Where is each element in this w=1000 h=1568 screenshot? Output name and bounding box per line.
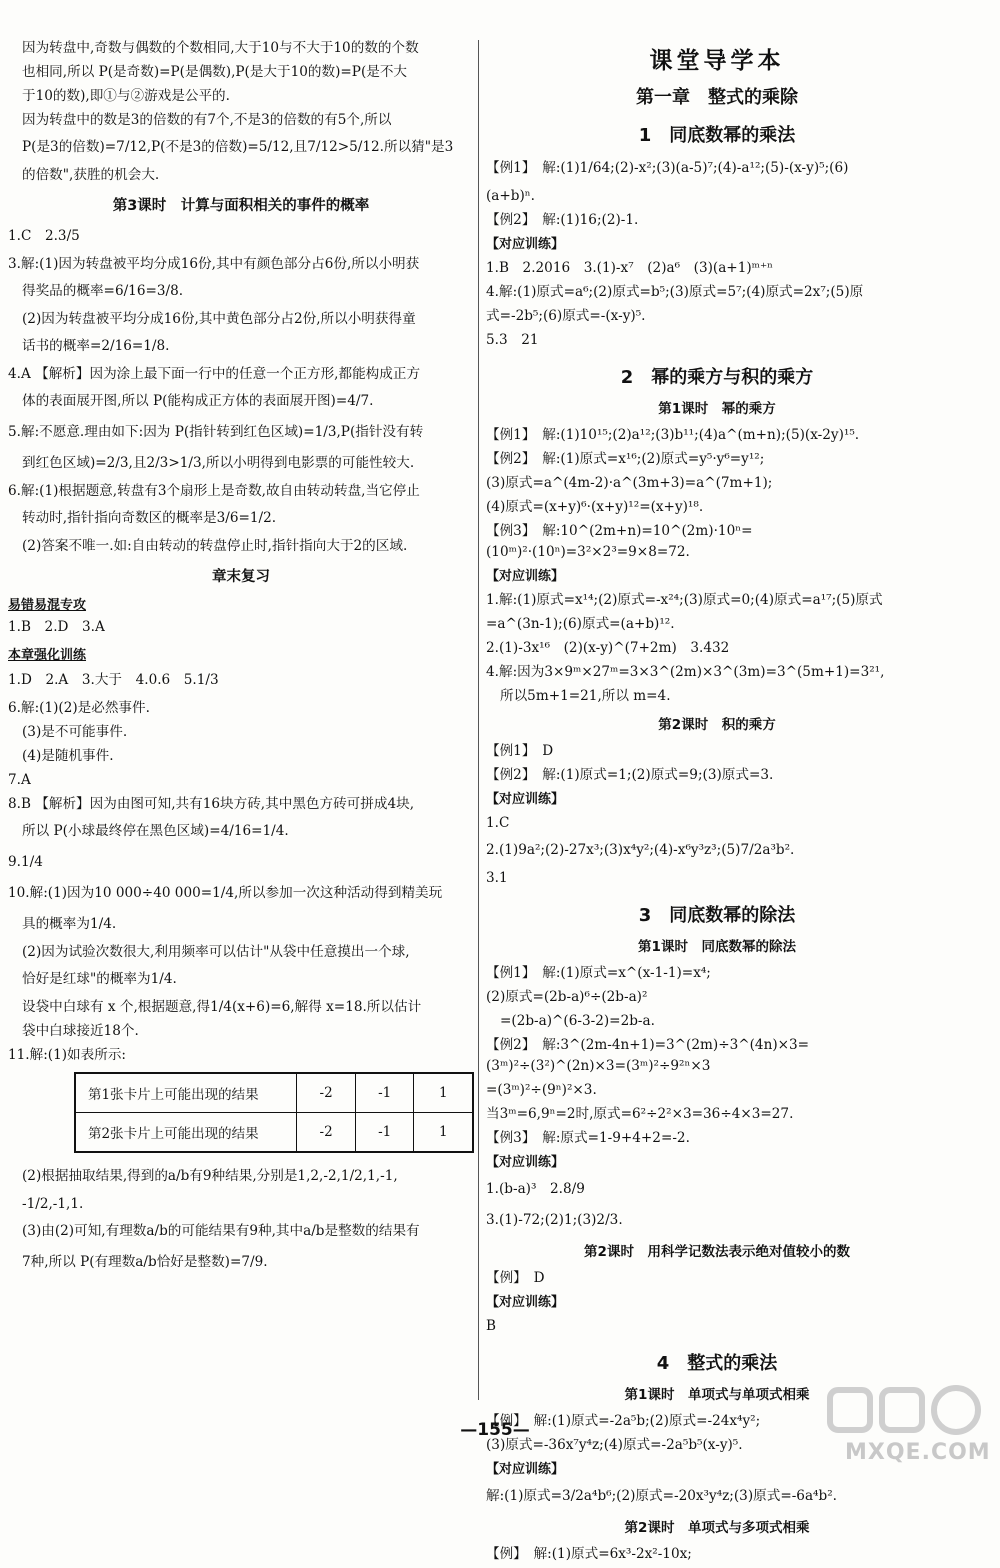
chapter-title: 第一章 整式的乘除 [636,87,798,108]
answer-line: 9.1/4 [8,854,43,870]
text-line: 也相同,所以 P(是奇数)=P(是偶数),P(是大于10的数)=P(是不大 [22,64,408,80]
answer-line: 8.B 【解析】因为由图可知,共有16块方砖,其中黑色方砖可拼成4块, [8,796,415,812]
book-section-title: 课堂导学本 [649,48,785,74]
answer-line: 1.C [486,815,510,831]
answer-line: 转动时,指针指向奇数区的概率是3/6=1/2. [22,510,277,526]
chapter-review-heading: 章末复习 [212,569,270,585]
text-line: 因为转盘中的数是3的倍数的有7个,不是3的倍数的有5个,所以 [22,112,392,128]
answer-line: 1.(b-a)³ 2.8/9 [486,1181,585,1197]
answer-line: 7.A [8,772,31,788]
answer-line: 解:(1)原式=3/2a⁴b⁶;(2)原式=-20x³y⁴z;(3)原式=-6a⁴b². [486,1488,837,1504]
practice-label: 【对应训练】 [486,1462,565,1477]
lesson-heading: 第1课时 幂的乘方 [658,401,776,417]
answer-line: 4.解:因为3×9ᵐ×27ᵐ=3×3^(2m)×3^(3m)=3^(5m+1)=3²¹, [486,664,885,680]
answer-line: (2)因为试验次数很大,利用频率可以估计"从袋中任意摸出一个球, [22,944,410,960]
answer-line: =(2b-a)^(6-3-2)=2b-a. [500,1013,655,1029]
answer-line: (4)原式=(x+y)⁶·(x+y)¹²=(x+y)¹⁸. [486,499,704,515]
answer-line: 当3ᵐ=6,9ⁿ=2时,原式=6²÷2²×3=36÷4×3=27. [486,1106,794,1122]
table-cell: 第2张卡片上可能出现的结果 [75,1113,297,1153]
table-cell: -1 [355,1113,414,1153]
answer-line: 1.B 2.D 3.A [8,619,105,635]
answer-line: 7种,所以 P(有理数a/b恰好是整数)=7/9. [22,1254,268,1270]
answer-line: (3)原式=a^(4m-2)·a^(3m+3)=a^(7m+1); [486,475,773,491]
answer-line: 5.解:不愿意.理由如下:因为 P(指针转到红色区域)=1/3,P(指针没有转 [8,424,424,440]
answer-line: 【例2】 解:(1)16;(2)-1. [486,212,639,228]
answer-line: 【例】 解:(1)原式=-2a⁵b;(2)原式=-24x⁴y²; [486,1413,761,1429]
table-row [75,1073,473,1113]
answer-line: 1.C 2.3/5 [8,228,80,244]
card-results-table [74,1072,474,1153]
answer-line: 【例3】 解:原式=1-9+4+2=-2. [486,1130,690,1146]
lesson-heading: 第1课时 同底数幂的除法 [638,939,796,955]
answer-line: =(3ᵐ)²÷(9ⁿ)²×3. [486,1082,597,1098]
answer-line: 1.解:(1)原式=x¹⁴;(2)原式=-x²⁴;(3)原式=0;(4)原式=a¹⁷;(5)原式 [486,592,883,608]
section-heading: 1 同底数幂的乘法 [638,125,796,146]
answer-line: 得奖品的概率=6/16=3/8. [22,283,184,299]
lesson-heading: 第2课时 用科学记数法表示绝对值较小的数 [584,1244,850,1260]
answer-line: =a^(3n-1);(6)原式=(a+b)¹². [486,616,675,632]
answer-line: (3)由(2)可知,有理数a/b的可能结果有9种,其中a/b是整数的结果有 [22,1223,420,1239]
answer-line: 具的概率为1/4. [22,916,117,932]
table-cell: 1 [414,1113,473,1153]
answer-line: 【例2】 解:(1)原式=x¹⁶;(2)原式=y⁵·y⁶=y¹²; [486,451,765,467]
practice-label: 【对应训练】 [486,1295,565,1310]
section-label: 易错易混专攻 [8,598,87,613]
lesson-heading: 第3课时 计算与面积相关的事件的概率 [112,198,370,214]
text-line: 于10的数),即①与②游戏是公平的. [22,88,230,104]
left-column [8,38,474,1280]
column-divider [478,40,479,1400]
answer-line: 3.(1)-72;(2)1;(3)2/3. [486,1212,623,1228]
answer-line: 【例】 解:(1)原式=6x³-2x²-10x; [486,1546,692,1562]
answer-line: 4.A 【解析】因为涂上最下面一行中的任意一个正方形,都能构成正方 [8,366,421,382]
right-column [486,38,948,1568]
answer-line: B [486,1318,496,1334]
answer-line: 【例1】 解:(1)原式=x^(x-1-1)=x⁴; [486,965,711,981]
page-number: —155— [460,1420,530,1440]
answer-line: 3.1 [486,870,508,886]
section-label: 本章强化训练 [8,648,87,663]
section-heading: 2 幂的乘方与积的乘方 [620,367,814,388]
lesson-heading: 第2课时 积的乘方 [658,717,776,733]
answer-line: 【例2】 解:3^(2m-4n+1)=3^(2m)÷3^(4n)×3=(3ᵐ)²÷(3²)^(2n)×3=(3ᵐ)²÷9²ⁿ×3 [486,1037,810,1074]
answer-line: 10.解:(1)因为10 000÷40 000=1/4,所以参加一次这种活动得到精美玩 [8,885,443,901]
lesson-heading: 第1课时 单项式与单项式相乘 [624,1387,810,1403]
answer-line: (2)答案不唯一.如:自由转动的转盘停止时,指针指向大于2的区域. [22,538,408,554]
answer-line: 2.(1)-3x¹⁶ (2)(x-y)^(7+2m) 3.432 [486,640,730,656]
answer-line: (a+b)ⁿ. [486,188,536,204]
answer-line: 【例2】 解:(1)原式=1;(2)原式=9;(3)原式=3. [486,767,774,783]
answer-line: 4.解:(1)原式=a⁶;(2)原式=b⁵;(3)原式=5⁷;(4)原式=2x⁷;(5)原 [486,284,864,300]
table-cell: -1 [355,1073,414,1113]
answer-line: 【例】 D [486,1270,545,1286]
answer-line: 6.解:(1)根据题意,转盘有3个扇形上是奇数,故自由转动转盘,当它停止 [8,483,420,499]
answer-line: 设袋中白球有 x 个,根据题意,得1/4(x+6)=6,解得 x=18.所以估计 [22,999,422,1015]
answer-line: (2)原式=(2b-a)⁶÷(2b-a)² [486,989,648,1005]
answer-line: 到红色区域)=2/3,且2/3>1/3,所以小明得到电影票的可能性较大. [22,455,415,471]
answer-line: 【例1】 解:(1)10¹⁵;(2)a¹²;(3)b¹¹;(4)a^(m+n);(5)(x-2y)¹⁵. [486,427,860,443]
answer-line: 6.解:(1)(2)是必然事件. [8,700,150,716]
answer-line: 【例3】 解:10^(2m+n)=10^(2m)·10ⁿ=(10ᵐ)²·(10ⁿ)=3²×2³=9×8=72. [486,523,753,560]
answer-line: -1/2,-1,1. [22,1196,84,1212]
answer-line: 式=-2b⁵;(6)原式=-(x-y)⁵. [486,308,646,324]
answer-line: (4)是随机事件. [22,748,114,764]
answer-line: (2)因为转盘被平均分成16份,其中黄色部分占2份,所以小明获得童 [22,311,416,327]
answer-line: 1.B 2.2016 3.(1)-x⁷ (2)a⁶ (3)(a+1)ᵐ⁺ⁿ [486,260,774,276]
answer-line: 恰好是红球"的概率为1/4. [22,971,177,987]
answer-line: 3.解:(1)因为转盘被平均分成16份,其中有颜色部分占6份,所以小明获 [8,256,420,272]
answer-line: (3)原式=-36x⁷y⁴z;(4)原式=-2a⁵b⁵(x-y)⁵. [486,1437,743,1453]
answer-line: 所以 P(小球最终停在黑色区域)=4/16=1/4. [22,823,289,839]
watermark-text: MXQE.COM [845,1440,991,1465]
practice-label: 【对应训练】 [486,792,565,807]
table-cell: -2 [297,1113,356,1153]
answer-line: 1.D 2.A 3.大于 4.0.6 5.1/3 [8,672,219,688]
table-cell: 1 [414,1073,473,1113]
answer-line: 所以5m+1=21,所以 m=4. [500,688,671,704]
answer-line: (2)根据抽取结果,得到的a/b有9种结果,分别是1,2,-2,1/2,1,-1, [22,1168,398,1184]
answer-line: (3)是不可能事件. [22,724,128,740]
answer-line: 11.解:(1)如表所示: [8,1047,127,1063]
text-line: 的倍数",获胜的机会大. [22,167,160,183]
answer-line: 【例1】 解:(1)1/64;(2)-x²;(3)(a-5)⁷;(4)-a¹²;(5)-(x-y)⁵;(6) [486,160,849,176]
answer-line: 话书的概率=2/16=1/8. [22,338,170,354]
answer-line: 2.(1)9a²;(2)-27x³;(3)x⁴y²;(4)-x⁶y³z³;(5)7/2a³b². [486,842,795,858]
practice-label: 【对应训练】 [486,569,565,584]
lesson-heading: 第2课时 单项式与多项式相乘 [624,1520,810,1536]
practice-label: 【对应训练】 [486,237,565,252]
practice-label: 【对应训练】 [486,1155,565,1170]
answer-line: 袋中白球接近18个. [22,1023,139,1039]
section-heading: 4 整式的乘法 [656,1353,778,1374]
text-line: P(是3的倍数)=7/12,P(不是3的倍数)=5/12,且7/12>5/12.所以猜"是3 [22,139,454,155]
table-cell: -2 [297,1073,356,1113]
answer-line: 5.3 21 [486,332,539,348]
table-row [75,1113,473,1153]
answer-line: 体的表面展开图,所以 P(能构成正方体的表面展开图)=4/7. [22,393,374,409]
section-heading: 3 同底数幂的除法 [638,905,796,926]
table-cell: 第1张卡片上可能出现的结果 [75,1073,297,1113]
text-line: 因为转盘中,奇数与偶数的个数相同,大于10与不大于10的数的个数 [22,40,419,56]
answer-line: 【例1】 D [486,743,554,759]
